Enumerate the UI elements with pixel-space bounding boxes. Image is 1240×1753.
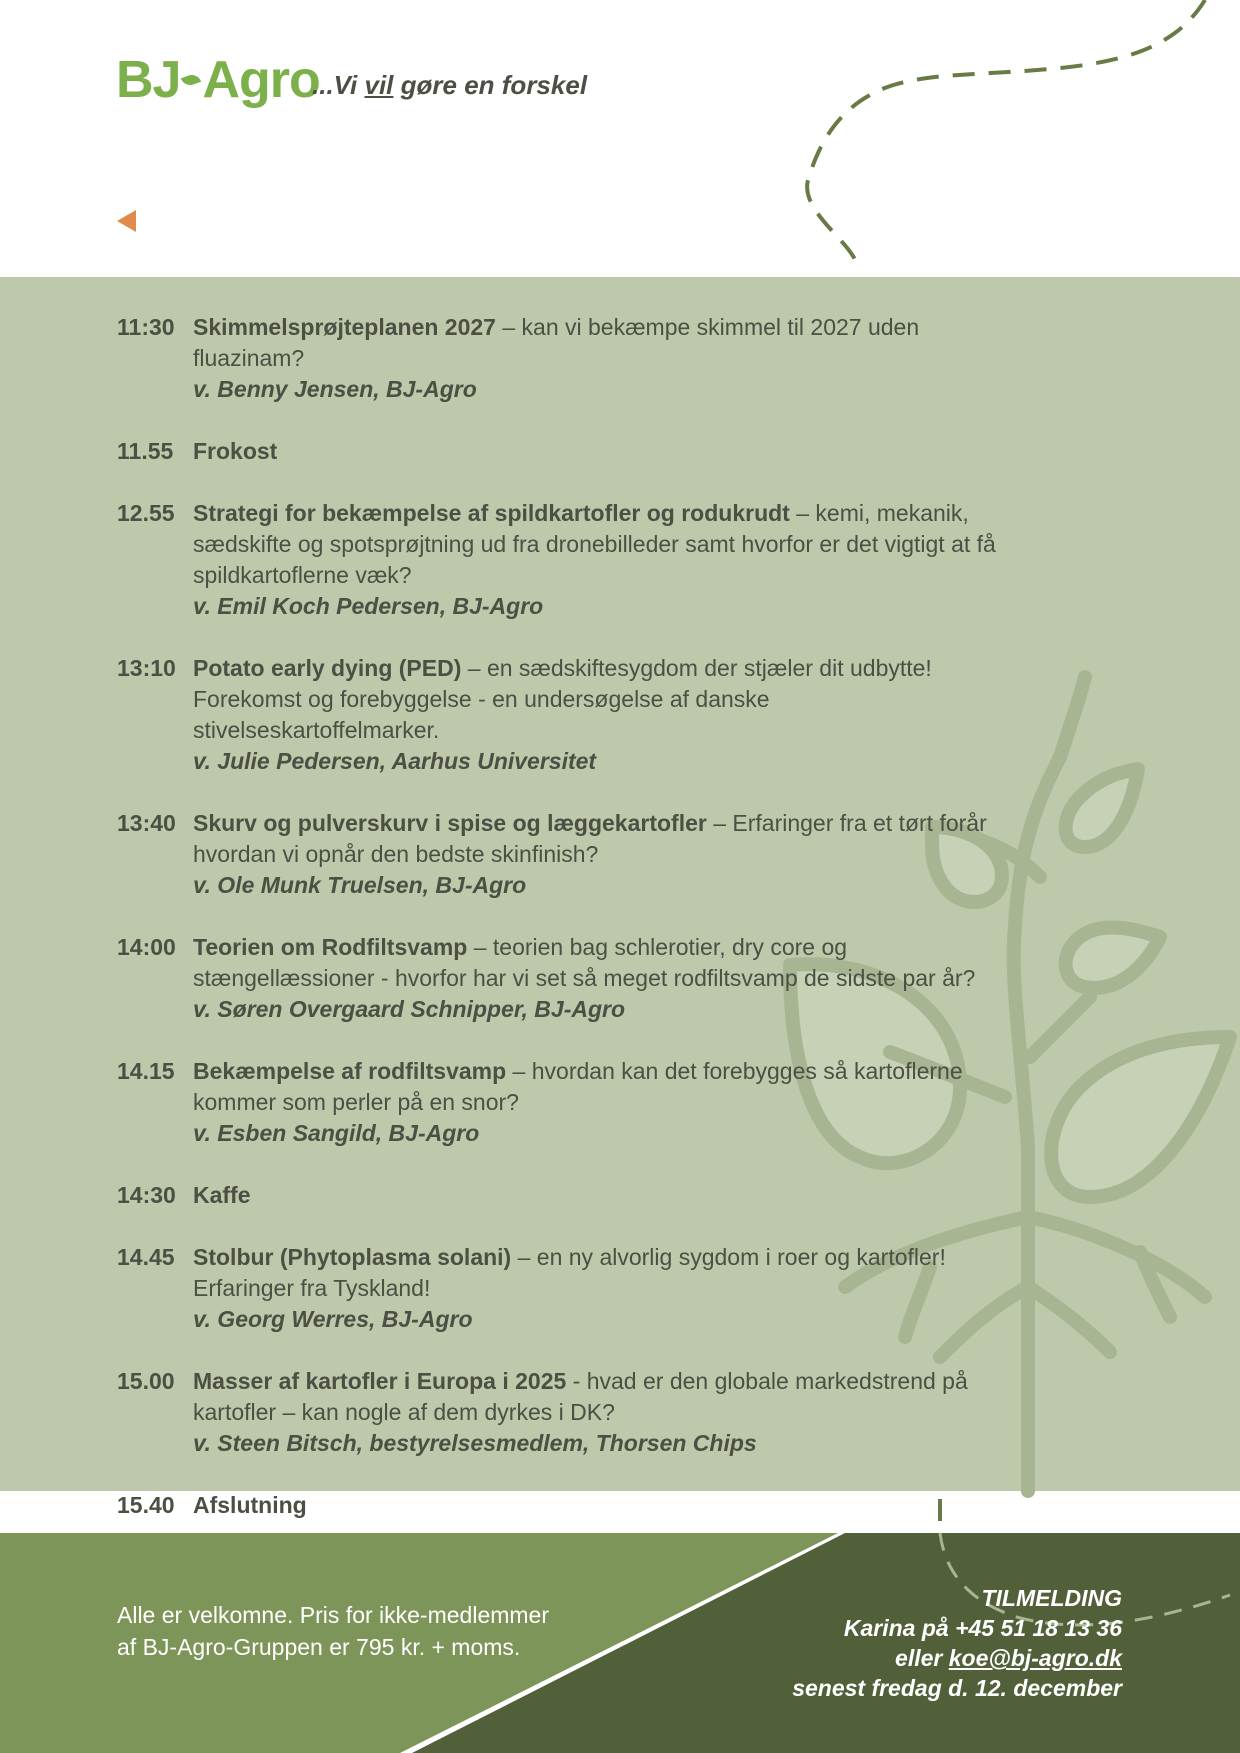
program-item [117,1366,997,1459]
program-title: Strategi for bekæmpelse af spildkartofler og rodukrudt [193,500,790,526]
program-time: 11:30 [117,314,175,340]
program-speaker: v. Emil Koch Pedersen, BJ-Agro [193,593,544,619]
program-title: Kaffe [193,1182,251,1208]
program-time: 13:40 [117,810,176,836]
brand-logo: BJ Agro [116,51,320,109]
program-desc: – kan vi bekæmpe skimmel til 2027 uden fluazinam? [193,314,920,371]
program-speaker: v. Julie Pedersen, Aarhus Universitet [193,748,597,774]
program-time: 11.55 [117,438,174,464]
program-title: Stolbur (Phytoplasma solani) [193,1244,512,1270]
program-desc: - hvad er den globale markedstrend på kartofler – kan nogle af dem dyrkes i DK? [193,1368,968,1425]
signup-phone: Karina på +45 51 18 13 36 [843,1615,1122,1641]
program-title: Teorien om Rodfiltsvamp [193,934,468,960]
program-item [117,653,997,777]
signup-email-link[interactable]: koe@bj-agro.dk [948,1645,1122,1671]
program-time: 14:30 [117,1182,176,1208]
program-list [117,312,997,1552]
back-arrow-icon[interactable] [117,210,136,232]
welcome-text [117,1599,577,1663]
program-item [117,808,997,901]
leaf-icon [181,72,201,88]
program-desc: – en ny alvorlig sygdom i roer og kartofler! Erfaringer fra Tyskland! [193,1244,946,1301]
program-title: Masser af kartofler i Europa i 2025 [193,1368,567,1394]
signup-heading: TILMELDING [981,1585,1122,1611]
program-item [117,932,997,1025]
program-title: Potato early dying (PED) [193,655,462,681]
program-title: Frokost [193,438,278,464]
welcome-line: Alle er velkomne. Pris for ikke-medlemmer [117,1602,550,1628]
program-speaker: v. Søren Overgaard Schnipper, BJ-Agro [193,996,626,1022]
program-speaker: v. Ole Munk Truelsen, BJ-Agro [193,872,527,898]
program-time: 15.00 [117,1368,175,1394]
program-item [117,498,997,622]
program-desc: – Erfaringer fra et tørt forår hvordan vi opnår den bedste skinfinish? [193,810,987,867]
program-section [0,277,1240,1518]
program-title: Afslutning [193,1492,307,1518]
program-title: Skurv og pulverskurv i spise og læggekartofler [193,810,707,836]
program-speaker: v. Benny Jensen, BJ-Agro [193,376,477,402]
program-desc: – en sædskiftesygdom der stjæler dit udbytte! Forekomst og forebyggelse - en undersøgelse af danske stivelseskartoffelmarker. [193,655,932,743]
program-item [117,1242,997,1335]
program-desc: – teorien bag schlerotier, dry core og stængellæssioner - hvorfor har vi set så meget rodfiltsvamp de sidste par år? [193,934,976,991]
signup-email-line: eller koe@bj-agro.dk [895,1645,1122,1671]
tagline: ...Vi vil gøre en forskel [312,70,588,100]
program-title: Bekæmpelse af rodfiltsvamp [193,1058,507,1084]
program-item [117,436,997,467]
program-speaker: v. Esben Sangild, BJ-Agro [193,1120,480,1146]
program-time: 15.40 [117,1492,175,1518]
program-time: 14.45 [117,1244,175,1270]
program-item [117,312,997,405]
dashed-path-segment-icon [0,1491,1240,1533]
program-title: Skimmelsprøjteplanen 2027 [193,314,496,340]
program-item [117,1180,997,1211]
dashed-path-icon [0,0,1240,280]
program-speaker: v. Georg Werres, BJ-Agro [193,1306,473,1332]
program-time: 14:00 [117,934,176,960]
program-item [117,1056,997,1149]
program-speaker: v. Steen Bitsch, bestyrelsesmedlem, Thorsen Chips [193,1430,757,1456]
welcome-line: af BJ-Agro-Gruppen er 795 kr. + moms. [117,1634,521,1660]
program-desc: – hvordan kan det forebygges så kartoflerne kommer som perler på en snor? [193,1058,963,1115]
program-time: 13:10 [117,655,176,681]
program-desc: – kemi, mekanik, sædskifte og spotsprøjtning ud fra dronebilleder samt hvorfor er det vigtigt at få spildkartoflerne væk? [193,500,996,588]
program-time: 12.55 [117,500,175,526]
signup-deadline: senest fredag d. 12. december [792,1675,1122,1701]
program-time: 14.15 [117,1058,175,1084]
signup-block [792,1583,1122,1703]
